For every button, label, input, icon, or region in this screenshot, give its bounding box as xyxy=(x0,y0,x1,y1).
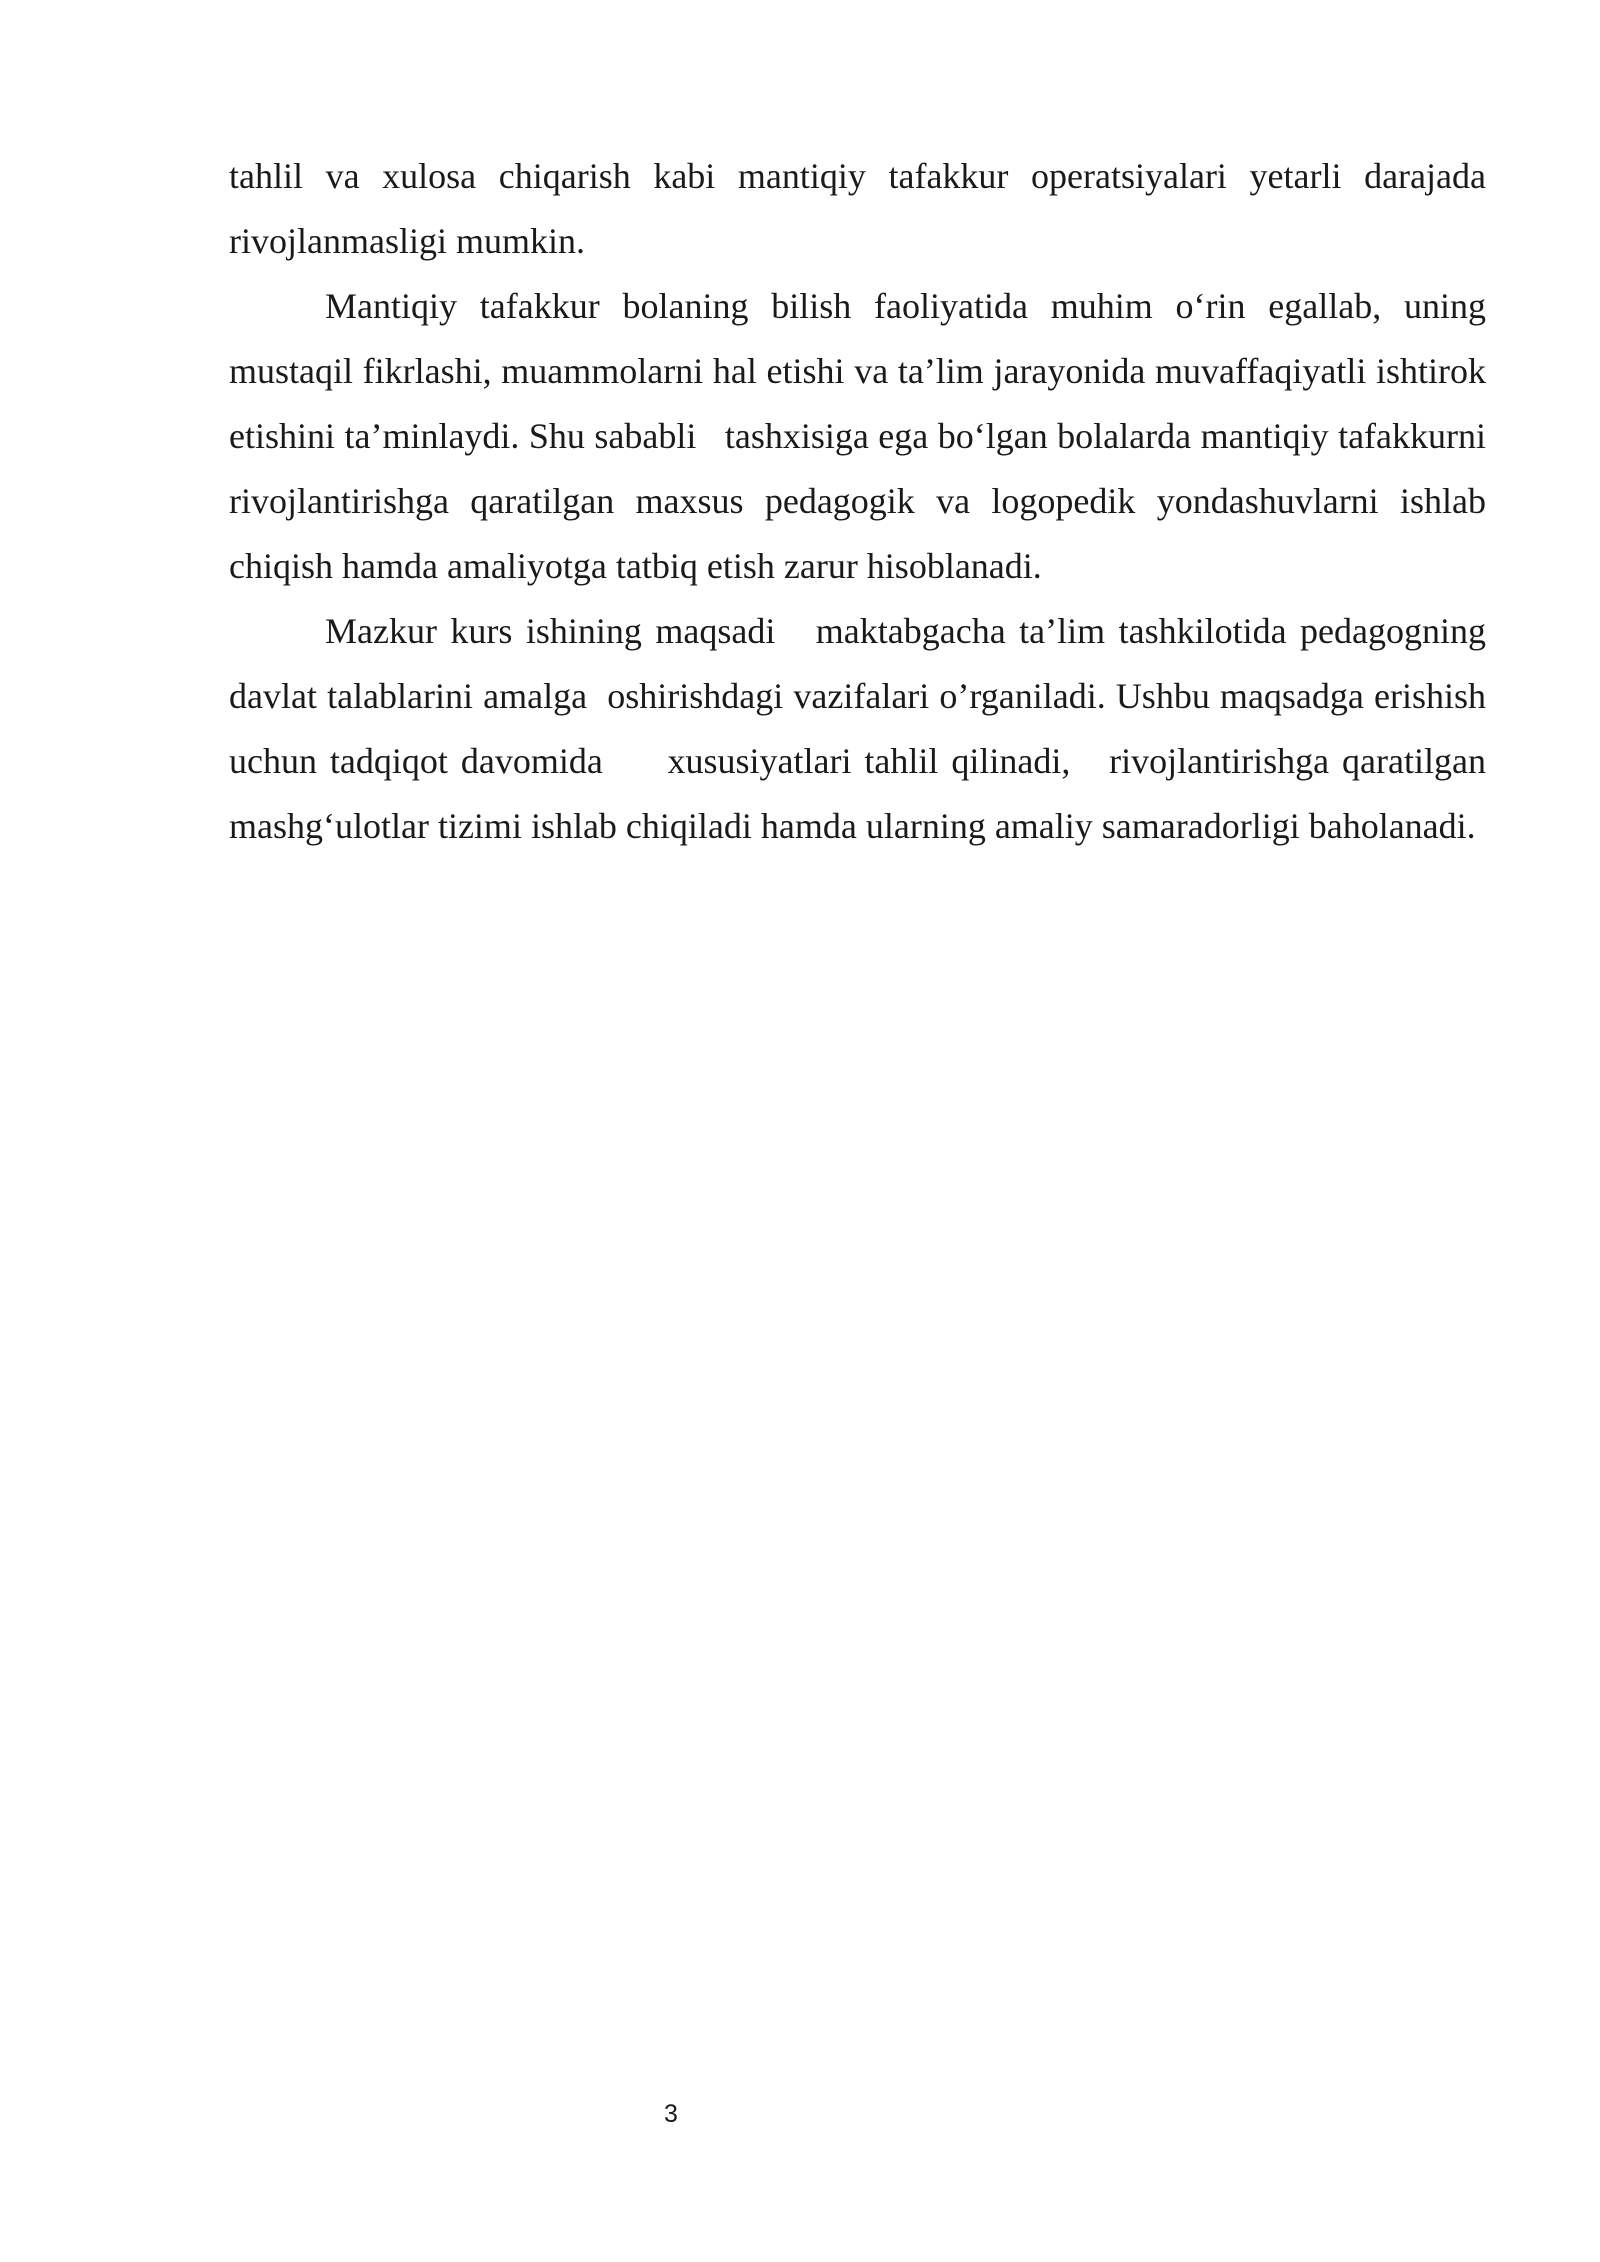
body-text xyxy=(229,144,1495,859)
page-number: 3 xyxy=(664,2100,678,2128)
paragraph-continuation: tahlil va xulosa chiqarish kabi mantiqiy tafakkur operatsiyalari yetarli darajada rivojlanmasligi mumkin. xyxy=(229,156,1495,261)
paragraph-course-goal: Mazkur kurs ishining maqsadi maktabgacha ta’lim tashkilotida pedagogning davlat talablarini amalga oshirishdagi vazifalari o’rganiladi. Ushbu maqsadga erishish uchun tadqiqot davomida xususiyatlari tahlil qilinadi, rivojlantirishga qaratilgan mashg‘ulotlar tizimi ishlab chiqiladi hamda ularning amaliy samaradorligi baholanadi. xyxy=(229,611,1495,846)
paragraph-logical-thinking: Mantiqiy tafakkur bolaning bilish faoliyatida muhim o‘rin egallab, uning mustaqil fikrlashi, muammolarni hal etishi va ta’lim jarayonida muvaffaqiyatli ishtirok etishini ta’minlaydi. Shu sababli tashxisiga ega bo‘lgan bolalarda mantiqiy tafakkurni rivojlantirishga qaratilgan maxsus pedagogik va logopedik yondashuvlarni ishlab chiqish hamda amaliyotga tatbiq etish zarur hisoblanadi. xyxy=(229,286,1495,586)
